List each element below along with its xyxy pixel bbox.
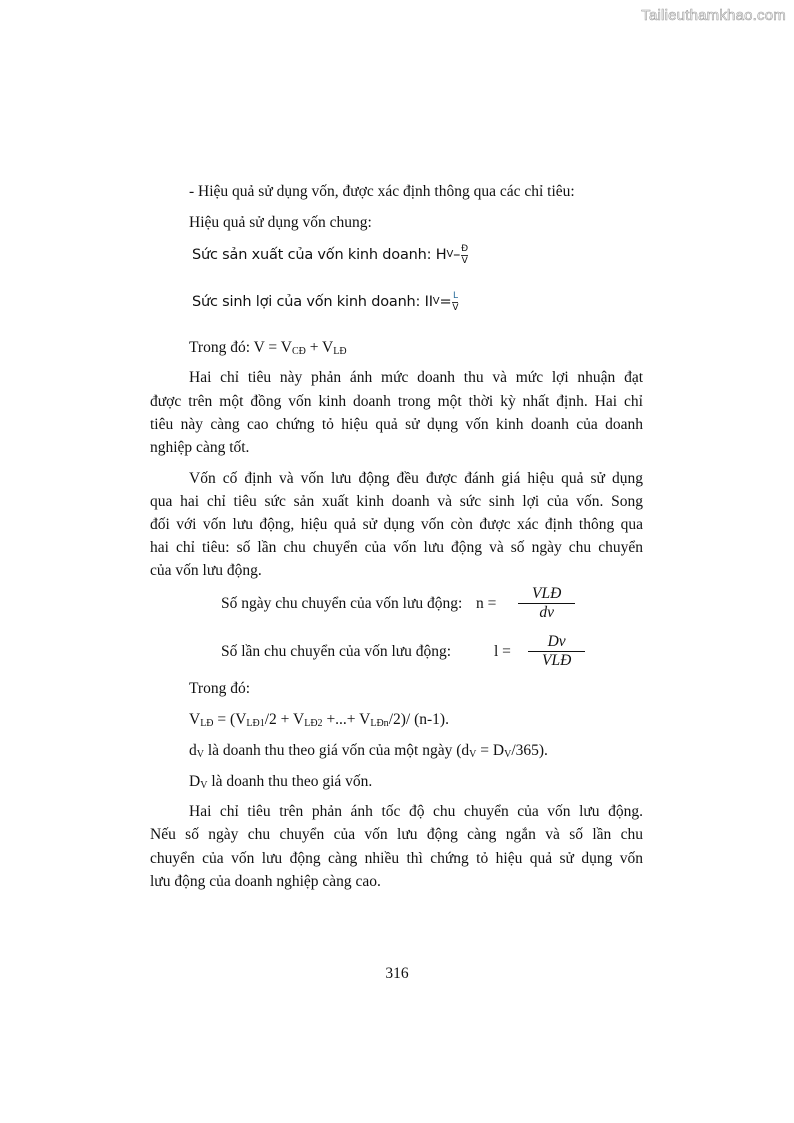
formula-suc-sinh-loi: Sức sinh lợi của vốn kinh doanh: II V = $\frac{L}{V}$ <box>192 290 459 313</box>
formula-lhs: n = <box>476 594 497 612</box>
paragraph-line: Hai chỉ tiêu trên phản ánh tốc độ chu chuyển của vốn lưu động. <box>189 803 643 820</box>
paragraph-line: hai chỉ tiêu: số lần chu chuyển của vốn lưu động và số ngày chu chuyển <box>150 539 643 556</box>
subscript: V <box>200 780 208 791</box>
Dv-definition <box>189 772 372 791</box>
subscript: V <box>504 749 512 760</box>
formula-operator: = <box>439 293 452 310</box>
formula-lhs: l = <box>494 642 511 660</box>
subscript: LĐ <box>200 718 214 729</box>
paragraph-line: của vốn lưu động. <box>150 562 262 579</box>
subscript: V <box>469 749 477 760</box>
paragraph-line: Hai chỉ tiêu này phản ánh mức doanh thu và mức lợi nhuận đạt <box>189 369 643 386</box>
text: = (V <box>213 711 247 728</box>
section-heading: Hiệu quả sử dụng vốn chung: <box>189 214 372 231</box>
text: /365). <box>511 742 548 759</box>
paragraph-line: tiêu này càng cao chứng tỏ hiệu quả sử dụng vốn kinh doanh của doanh <box>150 416 643 433</box>
subscript: V <box>196 749 204 760</box>
paragraph-line: đối với vốn lưu động, hiệu quả sử dụng vốn còn được xác định thông qua <box>150 516 643 533</box>
subscript: CĐ <box>291 346 306 357</box>
formula-label: Sức sinh lợi của vốn kinh doanh: II <box>192 293 433 310</box>
fraction-denominator: V <box>461 255 468 266</box>
subscript: LĐn <box>370 718 389 729</box>
subscript: LĐ1 <box>246 718 265 729</box>
text: V <box>189 711 201 728</box>
paragraph-line: Vốn cố định và vốn lưu động đều được đánh giá hiệu quả sử dụng <box>189 470 643 487</box>
text: = D <box>476 742 505 759</box>
fraction-denominator: V <box>452 302 459 313</box>
trong-do-definition <box>189 338 347 357</box>
text: là doanh thu theo giá vốn. <box>207 773 373 790</box>
fraction <box>528 633 585 670</box>
trong-do-label: Trong đó: <box>189 680 251 697</box>
paragraph-line: qua hai chỉ tiêu sức sản xuất kinh doanh và sức sinh lợi của vốn. Song <box>150 493 643 510</box>
watermark-text: Tailieuthamkhao.com <box>641 7 786 24</box>
paragraph-line: lưu động của doanh nghiệp càng cao. <box>150 873 381 890</box>
fraction-numerator: Dv <box>547 632 566 650</box>
text: /2 + V <box>264 711 305 728</box>
fraction-denominator: VLĐ <box>542 651 572 669</box>
fraction <box>518 585 575 622</box>
text: D <box>189 773 201 790</box>
text: Trong đó: V = V <box>189 339 292 356</box>
paragraph-line: nghiệp càng tốt. <box>150 439 250 456</box>
formula-operator: – <box>453 246 461 263</box>
formula-so-lan <box>221 631 585 671</box>
text: là doanh thu theo giá vốn của một ngày (d <box>203 742 470 759</box>
paragraph-line: được trên một đồng vốn kinh doanh trong một thời kỳ nhất định. Hai chỉ <box>150 393 643 410</box>
paragraph-line: Nếu số ngày chu chuyển của vốn lưu động càng ngắn và số lần chu <box>150 826 643 843</box>
text: d <box>189 742 197 759</box>
fraction-numerator: L <box>452 290 458 301</box>
bullet-line: - Hiệu quả sử dụng vốn, được xác định thông qua các chỉ tiêu: <box>189 183 575 200</box>
formula-so-ngay <box>221 583 575 623</box>
text: /2)/ (n-1). <box>388 711 449 728</box>
formula-suc-san-xuat: Sức sản xuất của vốn kinh doanh: H V – $\frac{Đ}{V}$ <box>192 243 468 266</box>
text: +...+ V <box>322 711 371 728</box>
fraction-numerator: VLĐ <box>532 584 562 602</box>
subscript: LĐ <box>333 346 347 357</box>
formula-label: Số ngày chu chuyển của vốn lưu động: <box>221 594 463 612</box>
subscript: LĐ2 <box>304 718 323 729</box>
formula-label: Sức sản xuất của vốn kinh doanh: H <box>192 246 447 263</box>
vld-definition <box>189 710 449 729</box>
dv-definition <box>189 741 548 760</box>
paragraph-line: chuyển của vốn lưu động càng nhiều thì chứng tỏ hiệu quả sử dụng vốn <box>150 850 643 867</box>
fraction <box>451 291 459 314</box>
fraction-numerator: Đ <box>461 243 468 254</box>
fraction <box>460 244 469 267</box>
text: + V <box>305 339 334 356</box>
fraction-denominator: dv <box>539 603 554 621</box>
page-number: 316 <box>385 965 409 982</box>
formula-label: Số lần chu chuyển của vốn lưu động: <box>221 642 452 660</box>
